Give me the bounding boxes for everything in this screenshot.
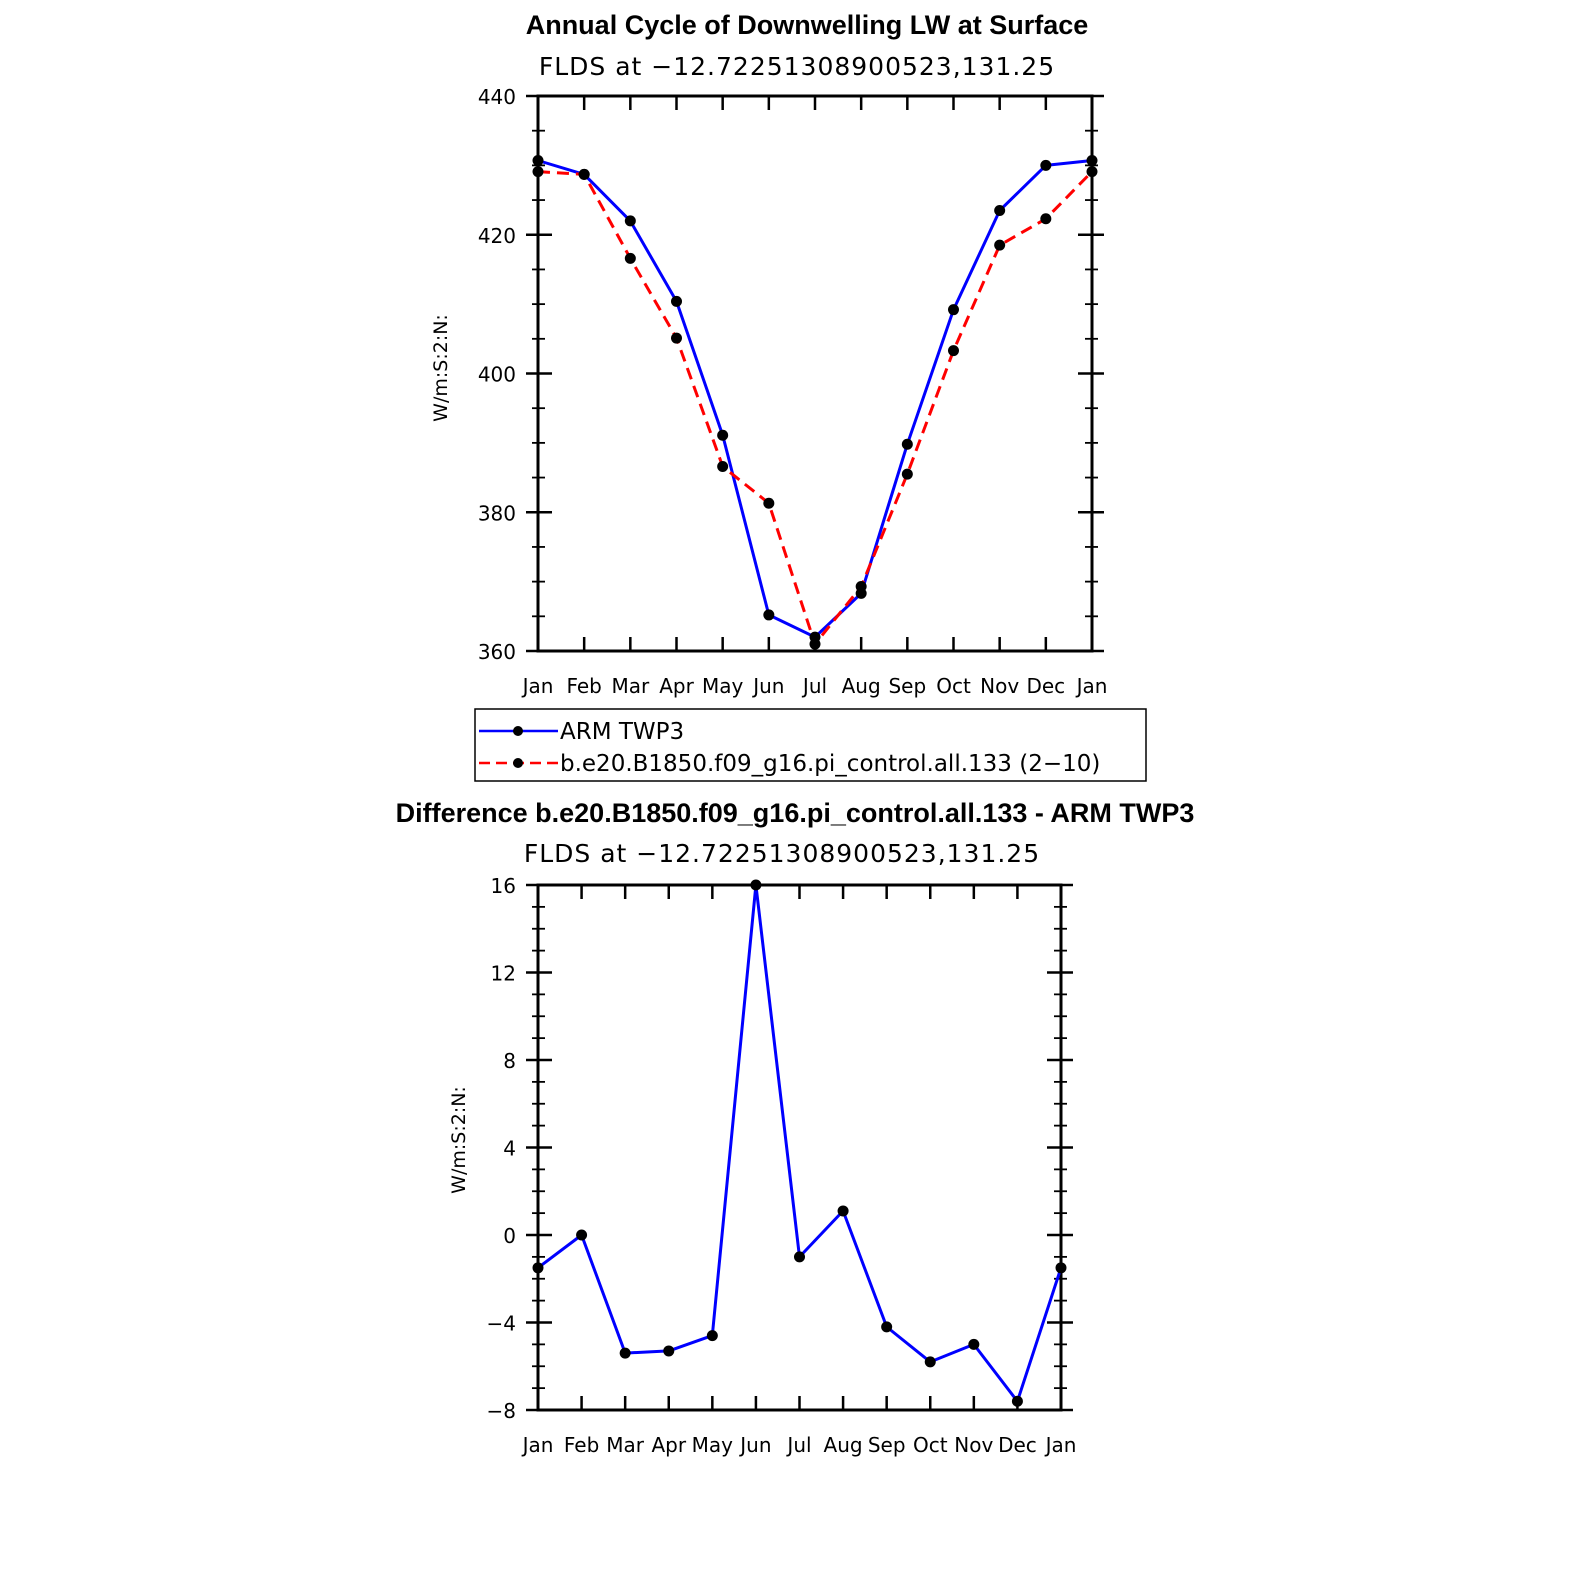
- series-1-point: [994, 240, 1005, 251]
- series-1-point: [625, 253, 636, 264]
- y-tick-label: 12: [490, 961, 516, 986]
- x-tick-label: Apr: [651, 1433, 687, 1457]
- y-tick-label: −8: [486, 1399, 516, 1423]
- x-tick-label: Dec: [1026, 674, 1066, 698]
- y-tick-label: 420: [477, 223, 516, 248]
- y-tick-label: 0: [503, 1224, 516, 1248]
- series-1-point: [671, 333, 682, 344]
- x-tick-label: Aug: [823, 1433, 863, 1457]
- series-0-point: [750, 880, 761, 891]
- series-1-point: [856, 581, 867, 592]
- series-0-point: [763, 609, 774, 620]
- x-tick-label: Aug: [841, 674, 881, 698]
- x-tick-label: Sep: [888, 674, 927, 698]
- legend: [475, 709, 1146, 781]
- series-0-point: [838, 1205, 849, 1216]
- x-tick-label: May: [701, 674, 744, 698]
- series-0-point: [968, 1339, 979, 1350]
- x-tick-label: Nov: [980, 674, 1020, 698]
- series-0-point: [994, 205, 1005, 216]
- plot-frame: [538, 96, 1092, 651]
- x-tick-label: Jan: [522, 1433, 554, 1457]
- y-axis-label: W/m:S:2:N:: [448, 1086, 470, 1194]
- series-0-point: [671, 296, 682, 307]
- series-0-point: [1040, 160, 1051, 171]
- series-1-point: [1087, 166, 1098, 177]
- series-0-point: [576, 1230, 587, 1241]
- y-tick-label: 16: [490, 874, 516, 898]
- series-0-point: [925, 1356, 936, 1367]
- x-tick-label: Feb: [566, 674, 602, 698]
- x-tick-label: Mar: [611, 674, 650, 698]
- y-tick-label: 400: [477, 362, 516, 387]
- series-1-point: [810, 639, 821, 650]
- legend-marker-arm: [513, 726, 523, 736]
- x-tick-label: Dec: [998, 1433, 1037, 1457]
- series-0-point: [902, 439, 913, 450]
- series-line-0: [538, 885, 1061, 1401]
- series-0-point: [1012, 1396, 1023, 1407]
- y-tick-label: 440: [477, 85, 516, 109]
- x-tick-label: Feb: [563, 1433, 600, 1457]
- x-tick-label: Apr: [659, 674, 694, 698]
- series-0-point: [717, 430, 728, 441]
- x-tick-label: Jul: [787, 1433, 812, 1457]
- x-tick-label: Jul: [802, 674, 828, 698]
- chart-subtitle: FLDS at −12.72251308900523,131.25: [538, 52, 1056, 81]
- x-tick-label: May: [691, 1433, 734, 1457]
- x-tick-label: Oct: [912, 1433, 948, 1457]
- series-0-point: [533, 155, 544, 166]
- series-1-point: [902, 469, 913, 480]
- annual-cycle-chart: [430, 10, 1107, 698]
- x-tick-label: Mar: [606, 1433, 645, 1457]
- series-0-point: [707, 1330, 718, 1341]
- legend-label-model: b.e20.B1850.f09_g16.pi_control.all.133 (2−10): [560, 751, 1101, 777]
- series-1-point: [1040, 213, 1051, 224]
- y-axis-label: W/m:S:2:N:: [430, 314, 452, 422]
- series-0-point: [625, 215, 636, 226]
- series-1-point: [717, 461, 728, 472]
- series-0-point: [663, 1345, 674, 1356]
- series-1-point: [948, 345, 959, 356]
- x-tick-label: Jan: [1045, 1433, 1077, 1457]
- series-1-point: [579, 169, 590, 180]
- series-1-point: [763, 498, 774, 509]
- chart-title: Difference b.e20.B1850.f09_g16.pi_control.all.133 - ARM TWP3: [395, 798, 1195, 828]
- y-tick-label: −4: [486, 1311, 516, 1336]
- series-line-0: [538, 161, 1092, 638]
- series-0-point: [794, 1251, 805, 1262]
- x-tick-label: Jun: [753, 674, 785, 698]
- series-0-point: [620, 1348, 631, 1359]
- x-tick-label: Sep: [867, 1433, 906, 1457]
- series-0-point: [1056, 1262, 1067, 1273]
- series-0-point: [533, 1262, 544, 1273]
- series-0-point: [948, 304, 959, 315]
- chart-title: Annual Cycle of Downwelling LW at Surface: [525, 10, 1089, 40]
- legend-label-arm: ARM TWP3: [560, 719, 685, 745]
- series-1-point: [533, 166, 544, 177]
- chart-subtitle: FLDS at −12.72251308900523,131.25: [523, 839, 1041, 868]
- legend-marker-model: [513, 758, 523, 768]
- x-tick-label: Jan: [1076, 674, 1108, 698]
- y-tick-label: 360: [477, 640, 516, 664]
- series-line-1: [538, 172, 1092, 644]
- y-tick-label: 8: [503, 1049, 516, 1073]
- series-0-point: [881, 1321, 892, 1332]
- y-tick-label: 4: [503, 1136, 516, 1161]
- x-tick-label: Jun: [740, 1433, 772, 1457]
- x-tick-label: Oct: [936, 674, 971, 698]
- x-tick-label: Nov: [954, 1433, 994, 1457]
- series-0-point: [1087, 155, 1098, 166]
- y-tick-label: 380: [477, 501, 516, 526]
- difference-chart: [396, 798, 1195, 1457]
- x-tick-label: Jan: [522, 674, 554, 698]
